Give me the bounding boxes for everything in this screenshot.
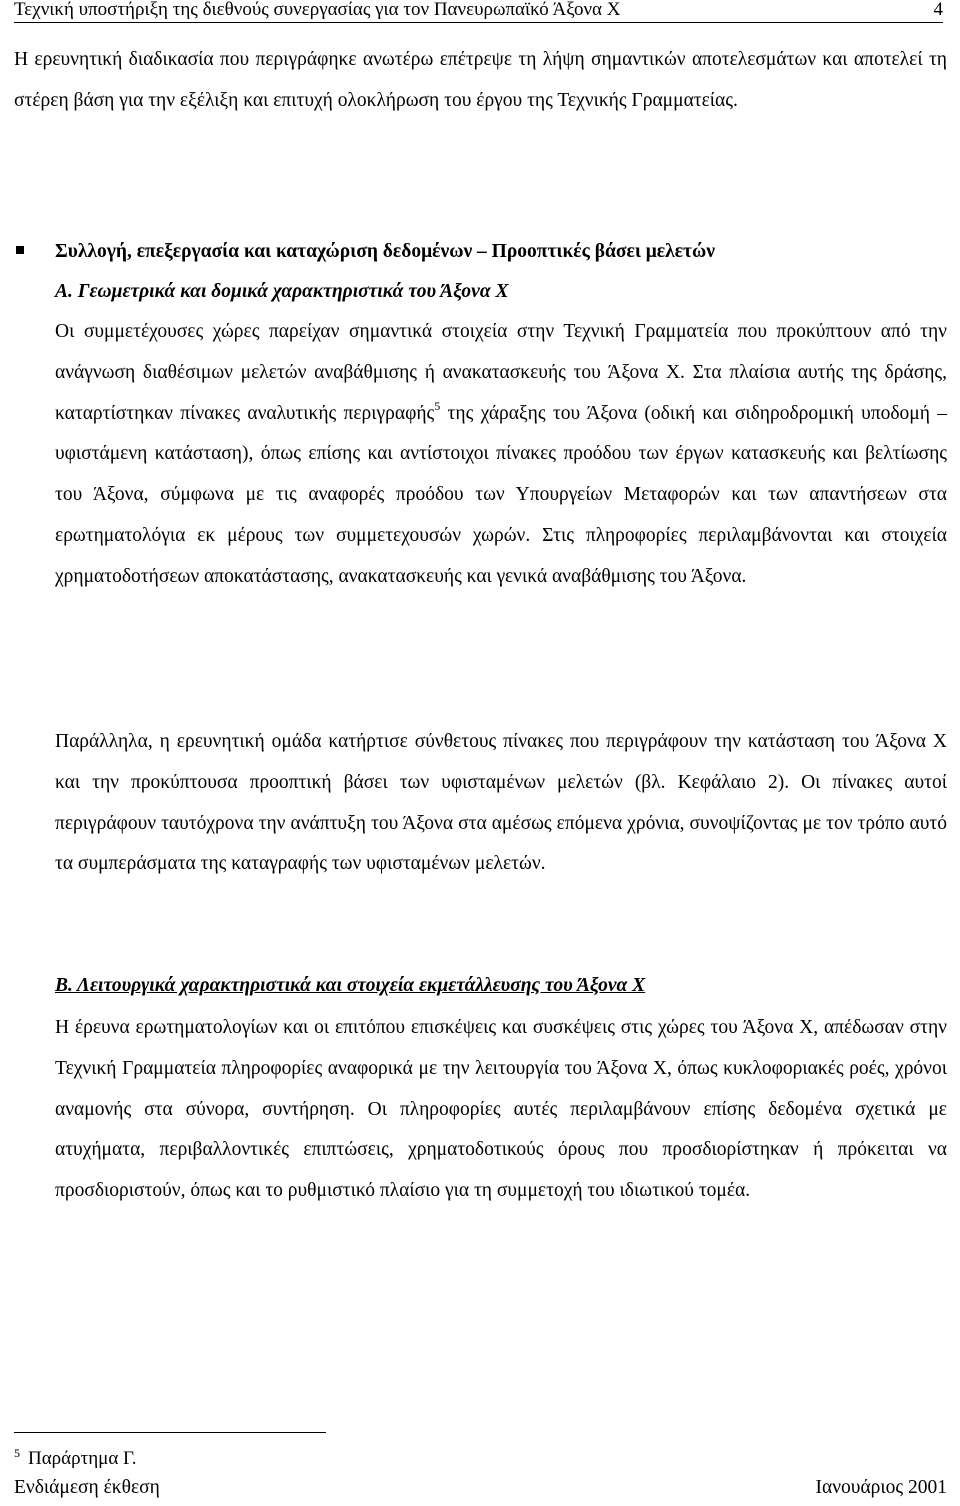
section-heading-text: Συλλογή, επεξεργασία και καταχώριση δεδομένων – Προοπτικές βάσει μελετών xyxy=(55,241,716,262)
paragraph-text: της χάραξης του Άξονα (οδική και σιδηροδρομική υποδομή – υφιστάμενη κατάσταση), όπως επίσης και αντίστοιχοι πίνακες προόδου των έργων κατασκευής και βελτίωσης του Άξονα, σύμφωνα με τις αναφορές προόδου των Υπουργείων Μεταφορών και των απαντήσεων στα ερωτηματολόγια εκ μέρους των συμμετεχουσών χωρών. Στις πληροφορίες περιλαμβάνονται και στοιχεία χρηματοδοτήσεων αποκατάστασης, ανακατασκευής και γενικά αναβάθμισης του Άξονα. xyxy=(55,402,947,587)
footnote xyxy=(14,1442,137,1470)
header-title: Τεχνική υποστήριξη της διεθνούς συνεργασίας για τον Πανευρωπαϊκό Άξονα Χ xyxy=(14,0,621,20)
subsection-b-paragraph: Η έρευνα ερωτηματολογίων και οι επιτόπου επισκέψεις και συσκέψεις στις χώρες του Άξονα Χ, απέδωσαν στην Τεχνική Γραμματεία πληροφορίες αναφορικά με την λειτουργία του Άξονα Χ, όπως κυκλοφοριακές ροές, χρόνοι αναμονής στα σύνορα, συντήρηση. Οι πληροφορίες αυτές περιλαμβάνουν επίσης δεδομένα σχετικά με ατυχήματα, περιβαλλοντικές επιπτώσεις, χρηματοδοτικούς όρους που προσδιορίστηκαν ή πρόκειται να προσδιοριστούν, όπως και το ρυθμιστικό πλαίσιο για τη συμμετοχή του ιδιωτικού τομέα. xyxy=(55,1017,947,1202)
subsection-a-paragraph-2: Παράλληλα, η ερευνητική ομάδα κατήρτισε σύνθετους πίνακες που περιγράφουν την κατάσταση του Άξονα Χ και την προκύπτουσα προοπτική βάσει των υφισταμένων μελετών (βλ. Κεφάλαιο 2). Οι πίνακες αυτοί περιγράφουν ταυτόχρονα την ανάπτυξη του Άξονα στα αμέσως επόμενα χρόνια, συνοψίζοντας με τον τρόπο αυτό τα συμπεράσματα της καταγραφής των υφισταμένων μελετών. xyxy=(55,731,947,875)
subsection-a-heading: Α. Γεωμετρικά και δομικά χαρακτηριστικά του Άξονα Χ xyxy=(55,281,509,302)
page-number: 4 xyxy=(933,0,943,20)
paragraph-text: Οι συμμετέχουσες χώρες παρείχαν σημαντικά στοιχεία στην Τεχνική Γραμματεία που προκύπτουν από την ανάγνωση διαθέσιμων μελετών αναβάθμισης ή ανακατασκευής του Άξονα Χ. Στα πλαίσια αυτής της δράσης, καταρτίστηκαν πίνακες αναλυτικής περιγραφής xyxy=(55,321,947,424)
footer-date: Ιανουάριος 2001 xyxy=(815,1477,947,1498)
footnote-separator xyxy=(14,1432,326,1433)
running-header xyxy=(14,0,943,23)
subsection-b-heading: Β. Λειτουργικά χαρακτηριστικά και στοιχεία εκμετάλλευσης του Άξονα Χ xyxy=(55,975,646,996)
footnote-number: 5 xyxy=(14,1446,20,1460)
subsection-a-paragraph-1 xyxy=(55,312,947,598)
footnote-text: Παράρτημα Γ. xyxy=(28,1448,137,1469)
footnote-reference: 5 xyxy=(434,398,441,413)
section-heading xyxy=(16,232,715,272)
square-bullet-icon xyxy=(16,246,24,254)
running-footer xyxy=(14,1476,947,1500)
intro-paragraph: Η ερευνητική διαδικασία που περιγράφηκε ανωτέρω επέτρεψε τη λήψη σημαντικών αποτελεσμάτων και αποτελεί τη στέρεη βάση για την εξέλιξη και επιτυχή ολοκλήρωση του έργου της Τεχνικής Γραμματείας. xyxy=(14,49,947,111)
footer-report-type: Ενδιάμεση έκθεση xyxy=(14,1477,160,1498)
